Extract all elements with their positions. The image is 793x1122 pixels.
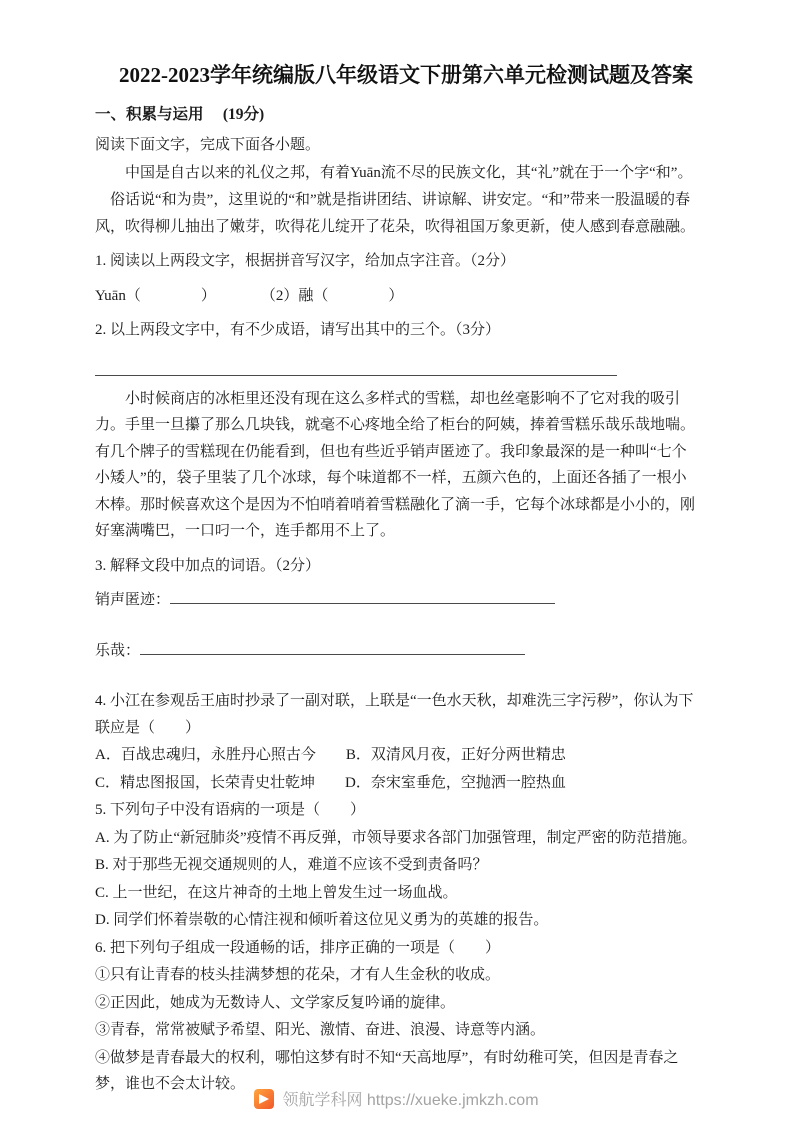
question-3-term-1 xyxy=(95,587,701,614)
question-6-item-4: ④做梦是青春最大的权利，哪怕这梦有时不知“天高地厚”，有时幼稚可笑，但因是青春之梦，谁也不会太计较。 xyxy=(95,1049,679,1092)
section-heading: 一、积累与运用 (19分) xyxy=(95,106,265,123)
page-title: 2022-2023学年统编版八年级语文下册第六单元检测试题及答案 xyxy=(119,63,693,87)
answer-blank-line xyxy=(95,358,617,376)
question-5-option-c: C. 上一世纪，在这片神奇的土地上曾发生过一场血战。 xyxy=(95,884,458,901)
term-label-lezai: 乐哉： xyxy=(95,642,141,659)
passage1-paragraph-1: 中国是自古以来的礼仪之邦，有着Yuān流不尽的民族文化，其“礼”就在于一个字“和”。 xyxy=(125,164,693,181)
question-5-option-d: D. 同学们怀着崇敬的心情注视和倾听着这位见义勇为的英雄的报告。 xyxy=(95,912,549,928)
passage-2: 小时候商店的冰柜里还没有现在这么多样式的雪糕，却也丝毫影响不了它对我的吸引力。手里一旦攥了那么几块钱，就毫不心疼地全给了柜台的阿姨，捧着雪糕乐哉乐哉地喘。有几个牌子的雪糕现在仍能看到，但也有些近乎销声匿迹了。我印象最深的是一种叫“七个小矮人”的，袋子里装了几个冰球，每个味道都不一样，五颜六色的，上面还各插了一根小木棒。那时候喜欢这个是因为不怕哨着哨着雪糕融化了滴一手，它每个冰球都是小小的，刚好塞满嘴巴，一口叼一个，连手都用不上了。 xyxy=(95,390,696,539)
question-4-options-ab: A．百战忠魂归，永胜丹心照古今 B．双清风月夜，正好分两世精忠 xyxy=(95,747,566,763)
question-3-term-2 xyxy=(95,638,701,665)
question-5: 5. 下列句子中没有语病的一项是（ ） xyxy=(95,802,366,818)
passage1-paragraph-2: 俗话说“和为贵”，这里说的“和”就是指讲团结、讲谅解、讲安定。“和”带来一股温暖的春风，吹得柳儿抽出了嫩芽，吹得花儿绽开了花朵，吹得祖国万象更新，使人感到春意融融。 xyxy=(95,192,696,235)
question-2: 2. 以上两段文字中，有不少成语，请写出其中的三个。（3分） xyxy=(95,322,501,338)
question-1-blanks: Yuān（ ） （2）融（ ） xyxy=(95,287,404,304)
watermark-text: 领航学科网 https://xueke.jmkzh.com xyxy=(282,1092,539,1109)
question-1: 1. 阅读以上两段文字，根据拼音写汉字，给加点字注音。（2分） xyxy=(95,253,516,269)
question-6-item-2: ②正因此，她成为无数诗人、文学家反复吟诵的旋律。 xyxy=(95,994,456,1011)
answer-blank xyxy=(170,591,555,604)
xueke-site-logo-icon xyxy=(254,1089,274,1109)
answer-blank xyxy=(140,642,525,655)
question-6-item-1: ①只有让青春的枝头挂满梦想的花朵，才有人生金秋的收成。 xyxy=(95,967,501,983)
question-4: 4. 小江在参观岳王庙时抄录了一副对联，上联是“一色水天秋，却难洗三字污秽”，你认为下联应是（ ） xyxy=(95,693,694,736)
question-6: 6. 把下列句子组成一段通畅的话，排序正确的一项是（ ） xyxy=(95,939,501,956)
term-label-xiaoshengniji: 销声匿迹： xyxy=(95,592,171,608)
footer-watermark xyxy=(0,1087,793,1110)
question-5-option-a: A. 为了防止“新冠肺炎”疫情不再反弹，市领导要求各部门加强管理，制定严密的防范措施。 xyxy=(95,829,697,846)
intro-line: 阅读下面文字，完成下面各小题。 xyxy=(95,137,321,153)
question-5-option-b: B. 对于那些无视交通规则的人，难道不应该不受到责备吗？ xyxy=(95,857,488,873)
question-4-options-cd: C．精忠图报国，长荣青史壮乾坤 D．奈宋室垂危，空抛洒一腔热血 xyxy=(95,774,566,791)
question-6-item-3: ③青春，常常被赋予希望、阳光、激情、奋进、浪漫、诗意等内涵。 xyxy=(95,1022,546,1038)
question-3: 3. 解释文段中加点的词语。（2分） xyxy=(95,557,321,574)
